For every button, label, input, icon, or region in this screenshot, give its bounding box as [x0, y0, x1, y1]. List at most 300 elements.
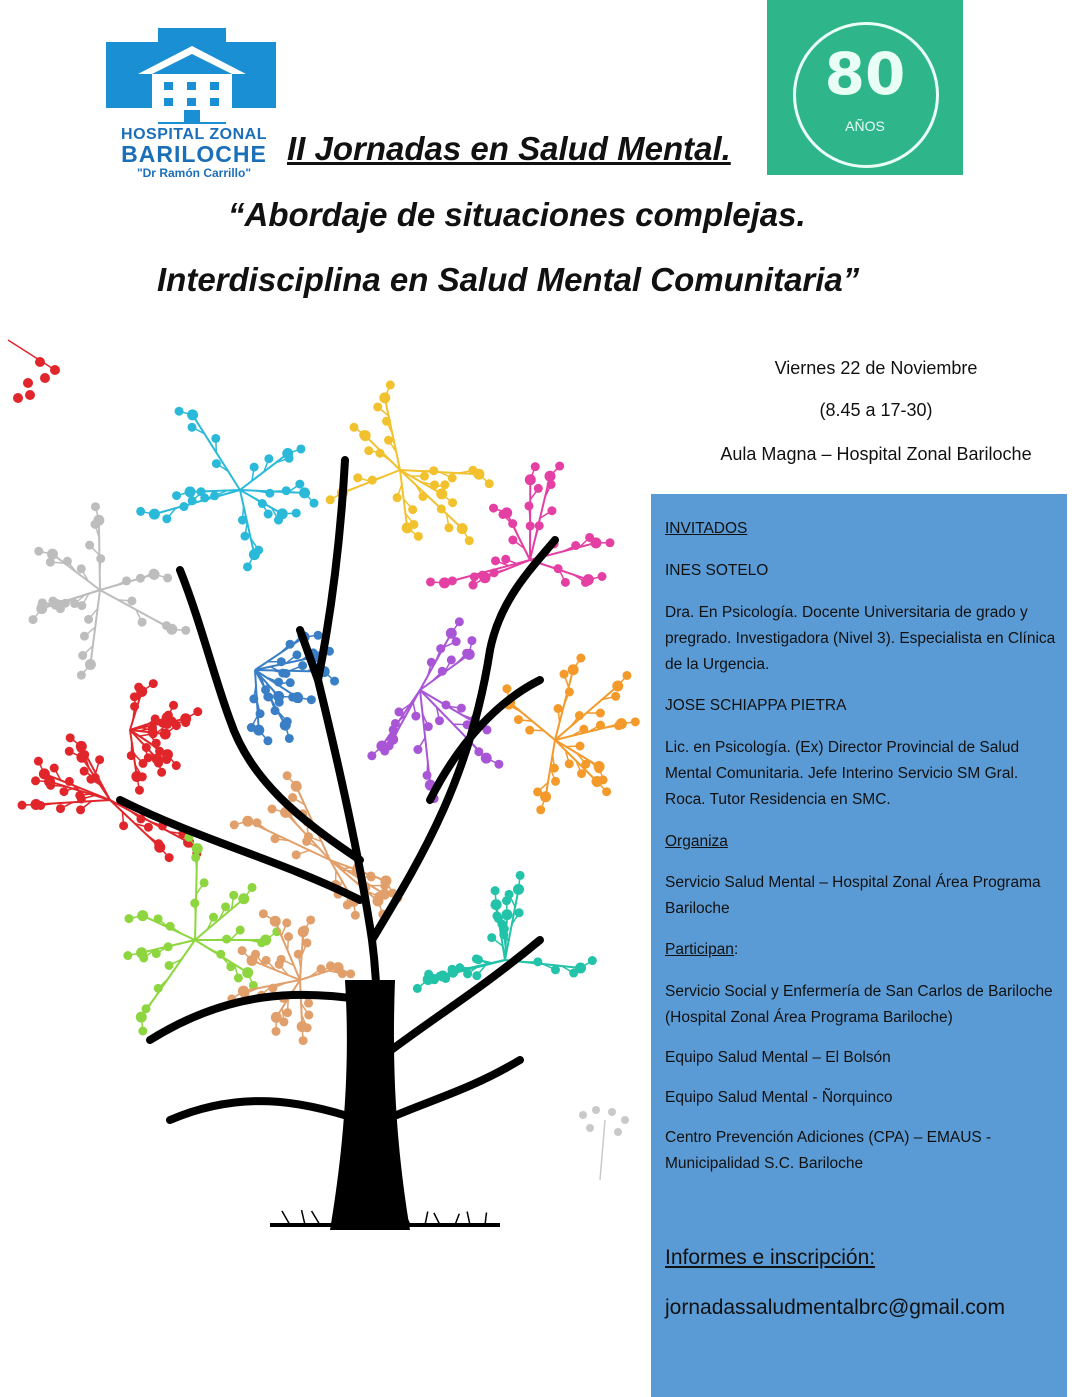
foliage-berry: [555, 462, 564, 471]
foliage-berry: [185, 486, 196, 497]
foliage-berry: [264, 510, 273, 519]
foliage-berry: [485, 479, 494, 488]
foliage-berry: [136, 1012, 147, 1023]
foliage-berry: [577, 769, 586, 778]
foliage-berry: [210, 491, 219, 500]
foliage-berry: [172, 761, 181, 770]
foliage-berry: [34, 547, 43, 556]
foliage-berry: [513, 884, 524, 895]
foliage-berry: [91, 502, 100, 511]
foliage-berry: [283, 771, 292, 780]
foliage-berry: [346, 969, 355, 978]
foliage-berry: [18, 801, 27, 810]
foliage-berry: [187, 423, 196, 432]
foliage-berry: [547, 506, 556, 515]
foliage-berry: [162, 749, 173, 760]
foliage-berry: [307, 695, 316, 704]
foliage-berry: [234, 973, 243, 982]
foliage-berry: [288, 693, 297, 702]
foliage-berry: [531, 462, 540, 471]
foliage-berry: [533, 957, 542, 966]
foliage-berry: [292, 850, 301, 859]
foliage-berry: [96, 554, 105, 563]
foliage-berry: [376, 741, 387, 752]
foliage-berry: [487, 933, 496, 942]
foliage-berry: [435, 716, 444, 725]
event-time: (8.45 a 17-30): [819, 400, 933, 420]
foliage-berry: [77, 564, 86, 573]
foliage-berry: [240, 532, 249, 541]
foliage-berry: [423, 974, 434, 985]
foliage-berry: [77, 794, 86, 803]
foliage-berry: [470, 572, 479, 581]
foliage-berry: [389, 725, 398, 734]
sprig-stem: [8, 340, 55, 370]
foliage-berry: [282, 448, 293, 459]
foliage-berry: [252, 818, 261, 827]
foliage-berry: [304, 999, 313, 1008]
foliage-berry: [457, 523, 468, 534]
foliage-berry: [277, 657, 286, 666]
foliage-berry: [605, 538, 614, 547]
foliage-berry: [583, 574, 594, 585]
foliage-berry: [138, 618, 147, 627]
foliage-berry: [437, 504, 446, 513]
foliage-berry: [534, 484, 543, 493]
foliage-berry: [180, 713, 191, 724]
foliage-berry: [306, 915, 315, 924]
foliage-berry: [516, 871, 525, 880]
foliage-berry: [333, 962, 344, 973]
foliage-berry: [576, 654, 585, 663]
guest-1-name: INES SOTELO: [665, 562, 769, 579]
hospital-logo: [100, 28, 285, 180]
foliage-berry: [250, 463, 259, 472]
foliage-berry: [212, 459, 221, 468]
foliage-berry: [76, 805, 85, 814]
foliage-berry: [551, 777, 560, 786]
foliage-berry: [166, 624, 177, 635]
foliage-berry: [394, 707, 403, 716]
foliage-berry: [271, 706, 280, 715]
foliage-berry: [151, 714, 160, 723]
foliage-berry: [222, 935, 231, 944]
foliage-berry: [149, 509, 160, 520]
event-place: Aula Magna – Hospital Zonal Bariloche: [720, 444, 1032, 464]
foliage-berry: [526, 521, 535, 530]
foliage-berry: [367, 751, 376, 760]
foliage-berry: [429, 466, 438, 475]
foliage-berry: [285, 734, 294, 743]
foliage-berry: [502, 909, 513, 920]
foliage-berry: [291, 781, 302, 792]
foliage-berry: [502, 684, 511, 693]
event-subtitle-line-1: “Abordaje de situaciones complejas.: [228, 196, 806, 233]
foliage-berry: [491, 899, 502, 910]
foliage-berry: [283, 1008, 292, 1017]
foliage-berry: [243, 562, 252, 571]
foliage-berry: [501, 507, 512, 518]
logo-line-2: BARILOCHE: [121, 141, 267, 167]
foliage-berry: [631, 717, 640, 726]
foliage-berry: [364, 446, 373, 455]
participant-1: Servicio Social y Enfermería de San Carlos de Bariloche (Hospital Zonal Área Programa Bariloche): [665, 983, 1053, 1026]
foliage-berry: [535, 521, 544, 530]
foliage-berry: [491, 556, 500, 565]
foliage-berry: [137, 910, 148, 921]
foliage-berry: [124, 914, 133, 923]
foliage-berry: [565, 759, 574, 768]
foliage-berry: [270, 916, 281, 927]
badge-label: AÑOS: [845, 118, 885, 134]
foliage-berry: [568, 664, 579, 675]
foliage-berry: [172, 491, 181, 500]
foliage-berry: [209, 913, 218, 922]
foliage-berry: [229, 891, 238, 900]
guest-1-bio: Dra. En Psicología. Docente Universitaria de grado y pregrado. Investigadora (Nivel 3). Especialista en Clínica de la Urgencia.: [665, 604, 1056, 673]
logo-house-icon: [130, 44, 254, 124]
foliage-berry: [423, 771, 432, 780]
sprig-berry: [23, 378, 33, 388]
foliage-berry: [536, 805, 545, 814]
foliage-berry: [588, 956, 597, 965]
foliage-berry: [66, 733, 75, 742]
foliage-berry: [436, 644, 445, 653]
foliage-berry: [515, 908, 524, 917]
foliage-berry: [136, 507, 145, 516]
foliage-berry: [65, 777, 74, 786]
foliage-berry: [372, 896, 383, 907]
foliage-berry: [226, 962, 235, 971]
foliage-berry: [260, 935, 271, 946]
organiza-text: Servicio Salud Mental – Hospital Zonal Área Programa Bariloche: [665, 874, 1041, 917]
foliage-berry: [575, 962, 586, 973]
foliage-berry: [455, 617, 464, 626]
foliage-berry: [70, 599, 79, 608]
foliage-berry: [138, 1026, 147, 1035]
foliage-berry: [181, 626, 190, 635]
foliage-berry: [367, 872, 376, 881]
foliage-berry: [611, 692, 620, 701]
foliage-berry: [551, 965, 560, 974]
foliage-berry: [95, 755, 104, 764]
anniversary-badge: [767, 0, 963, 175]
foliage-berry: [594, 761, 605, 772]
foliage-berry: [295, 480, 304, 489]
foliage-berry: [34, 757, 43, 766]
grass-blade: [312, 1211, 320, 1225]
foliage-berry: [602, 787, 611, 796]
sprig-berry: [621, 1116, 629, 1124]
foliage-berry: [190, 899, 199, 908]
foliage-berry: [436, 488, 447, 499]
foliage-berry: [80, 632, 89, 641]
foliage-berry: [136, 686, 147, 697]
foliage-berry: [127, 596, 136, 605]
foliage-berry: [330, 677, 339, 686]
sprig-berry: [13, 393, 23, 403]
foliage-berry: [457, 704, 466, 713]
contact-email[interactable]: jornadassaludmentalbrc@gmail.com: [665, 1296, 1005, 1319]
tree-trunk: [330, 980, 410, 1230]
foliage-berry: [598, 572, 607, 581]
participan-colon: :: [733, 941, 739, 958]
foliage-berry: [424, 722, 433, 731]
foliage-berry: [449, 969, 458, 978]
foliage-berry: [501, 555, 510, 564]
foliage-berry: [157, 768, 166, 777]
sprig-berry: [608, 1108, 616, 1116]
foliage-berry: [263, 736, 272, 745]
foliage-berry: [163, 573, 172, 582]
sprig-berry: [35, 357, 45, 367]
foliage-berry: [298, 661, 307, 670]
foliage-berry: [264, 693, 273, 702]
foliage-berry: [420, 472, 429, 481]
foliage-berry: [540, 791, 551, 802]
foliage-berry: [288, 793, 297, 802]
foliage-berry: [545, 471, 556, 482]
foliage-berry: [242, 967, 253, 978]
foliage-berry: [441, 700, 450, 709]
sprig-berry: [614, 1128, 622, 1136]
foliage-berry: [136, 574, 145, 583]
foliage-berry: [479, 572, 490, 583]
foliage-berry: [248, 883, 257, 892]
foliage-berry: [576, 742, 585, 751]
foliage-berry: [282, 918, 291, 927]
sprig-berry: [592, 1106, 600, 1114]
foliage-berry: [84, 615, 93, 624]
sprig-berry: [40, 373, 50, 383]
participant-3: Equipo Salud Mental - Ñorquinco: [665, 1089, 893, 1106]
foliage-berry: [265, 489, 274, 498]
foliage-berry: [464, 649, 475, 660]
foliage-berry: [411, 712, 420, 721]
foliage-berry: [50, 764, 59, 773]
foliage-berry: [350, 423, 359, 432]
foliage-berry: [280, 720, 291, 731]
foliage-berry: [264, 454, 273, 463]
grass-blade: [425, 1212, 428, 1225]
foliage-berry: [277, 508, 288, 519]
foliage-berry: [386, 380, 395, 389]
grass-blade: [467, 1212, 470, 1225]
invitados-heading: INVITADOS: [665, 520, 748, 537]
foliage-berry: [93, 515, 104, 526]
foliage-berry: [77, 671, 86, 680]
foliage-berry: [242, 816, 253, 827]
foliage-berry: [149, 569, 160, 580]
foliage-berry: [249, 549, 260, 560]
foliage-berry: [47, 549, 58, 560]
foliage-berry: [304, 832, 313, 841]
foliage-berry: [292, 650, 301, 659]
sprig-berry: [25, 390, 35, 400]
foliage-berry: [368, 476, 377, 485]
foliage-berry: [154, 842, 165, 853]
foliage-berry: [373, 402, 382, 411]
foliage-berry: [472, 971, 481, 980]
foliage-berry: [467, 636, 476, 645]
foliage-berry: [221, 902, 230, 911]
foliage-twig: [193, 415, 240, 490]
foliage-berry: [427, 658, 436, 667]
informes-heading: Informes e inscripción:: [665, 1246, 876, 1269]
foliage-berry: [554, 704, 563, 713]
foliage-berry: [154, 984, 163, 993]
foliage-berry: [465, 536, 474, 545]
foliage-berry: [393, 493, 402, 502]
foliage-berry: [56, 804, 65, 813]
foliage-berry: [474, 955, 483, 964]
foliage-berry: [149, 679, 158, 688]
foliage-berry: [612, 680, 623, 691]
foliage-berry: [448, 498, 457, 507]
foliage-berry: [259, 909, 268, 918]
foliage-berry: [80, 767, 89, 776]
logo-line-1: HOSPITAL ZONAL: [121, 126, 267, 143]
foliage-berry: [292, 509, 301, 518]
foliage-berry: [314, 631, 323, 640]
foliage-berry: [30, 799, 41, 810]
foliage-berry: [200, 878, 209, 887]
foliage-berry: [375, 449, 384, 458]
foliage-berry: [65, 747, 74, 756]
foliage-berry: [271, 1012, 282, 1023]
foliage-berry: [469, 581, 478, 590]
foliage-berry: [131, 771, 142, 782]
foliage-berry: [596, 721, 605, 730]
foliage-berry: [418, 492, 427, 501]
event-date: Viernes 22 de Noviembre: [774, 358, 978, 378]
badge-number: 80: [824, 40, 906, 108]
foliage-berry: [216, 950, 225, 959]
foliage-berry: [148, 726, 157, 735]
sprig-berry: [579, 1111, 587, 1119]
foliage-berry: [446, 628, 457, 639]
foliage-berry: [123, 951, 132, 960]
foliage-berry: [297, 1021, 308, 1032]
foliage-berry: [274, 678, 283, 687]
foliage-berry: [277, 955, 286, 964]
foliage-berry: [514, 715, 523, 724]
foliage-berry: [169, 701, 178, 710]
foliage-berry: [294, 950, 303, 959]
foliage-berry: [253, 725, 264, 736]
foliage-twig: [240, 454, 288, 490]
foliage-berry: [440, 480, 449, 489]
foliage-berry: [164, 711, 173, 720]
foliage-berry: [272, 1027, 281, 1036]
participant-2: Equipo Salud Mental – El Bolsón: [665, 1049, 891, 1066]
foliage-berry: [135, 786, 144, 795]
foliage-berry: [127, 751, 136, 760]
foliage-berry: [384, 436, 393, 445]
foliage-berry: [238, 516, 247, 525]
foliage-berry: [448, 473, 457, 482]
foliage-berry: [286, 678, 295, 687]
foliage-berry: [76, 741, 87, 752]
foliage-berry: [447, 655, 456, 664]
foliage-berry: [144, 753, 153, 762]
foliage-berry: [284, 932, 293, 941]
foliage-berry: [271, 834, 280, 843]
sprig-berry: [50, 365, 60, 375]
foliage-berry: [579, 725, 588, 734]
foliage-berry: [273, 691, 284, 702]
foliage-berry: [268, 804, 277, 813]
foliage-berry: [379, 392, 390, 403]
foliage-berry: [31, 776, 40, 785]
participan-heading: Participan: [665, 941, 734, 958]
grass-blade: [282, 1211, 290, 1225]
participant-4: Centro Prevención Adiciones (CPA) – EMAUS - Municipalidad S.C. Bariloche: [665, 1129, 992, 1172]
foliage-berry: [304, 1011, 313, 1020]
info-panel: [651, 494, 1067, 1397]
foliage-berry: [29, 615, 38, 624]
grass-blade: [302, 1210, 305, 1225]
foliage-berry: [575, 711, 584, 720]
foliage-berry: [165, 853, 174, 862]
foliage-berry: [299, 1036, 308, 1045]
foliage-berry: [353, 473, 362, 482]
foliage-berry: [85, 659, 96, 670]
foliage-berry: [36, 603, 47, 614]
foliage-berry: [444, 523, 453, 532]
foliage-berry: [191, 853, 200, 862]
guest-2-name: JOSE SCHIAPPA PIETRA: [665, 697, 847, 714]
foliage-berry: [561, 578, 570, 587]
guest-2-bio: Lic. en Psicología. (Ex) Director Provincial de Salud Mental Comunitaria. Jefe Interino Servicio SM Gral. Roca. Tutor Residencia en SMC.: [665, 739, 1020, 808]
foliage-berry: [85, 541, 94, 550]
foliage-berry: [175, 407, 184, 416]
foliage-berry: [413, 745, 422, 754]
foliage-berry: [78, 651, 87, 660]
foliage-berry: [230, 820, 239, 829]
foliage-berry: [494, 760, 503, 769]
tree-illustration: [0, 300, 660, 1290]
foliage-berry: [188, 496, 197, 505]
foliage-berry: [592, 776, 603, 787]
foliage-berry: [508, 535, 517, 544]
foliage-twig: [52, 554, 100, 590]
foliage-berry: [187, 409, 198, 420]
foliage-berry: [408, 505, 417, 514]
foliage-berry: [299, 487, 310, 498]
foliage-berry: [59, 787, 68, 796]
foliage-berry: [559, 670, 568, 679]
foliage-berry: [351, 911, 360, 920]
sprig-berry: [586, 1124, 594, 1132]
foliage-berry: [524, 501, 533, 510]
foliage-berry: [622, 671, 631, 680]
foliage-berry: [160, 729, 171, 740]
foliage-berry: [63, 557, 72, 566]
foliage-berry: [238, 946, 247, 955]
participan-heading-row: [665, 937, 1061, 963]
foliage-berry: [238, 893, 249, 904]
foliage-berry: [236, 926, 245, 935]
event-title: II Jornadas en Salud Mental.: [287, 130, 731, 167]
foliage-berry: [162, 514, 171, 523]
organiza-heading: Organiza: [665, 833, 728, 850]
foliage-berry: [326, 495, 335, 504]
foliage-berry: [86, 775, 95, 784]
foliage-berry: [402, 522, 413, 533]
event-subtitle-line-2: Interdisciplina en Salud Mental Comunitaria”: [157, 261, 860, 298]
foliage-berry: [382, 417, 391, 426]
